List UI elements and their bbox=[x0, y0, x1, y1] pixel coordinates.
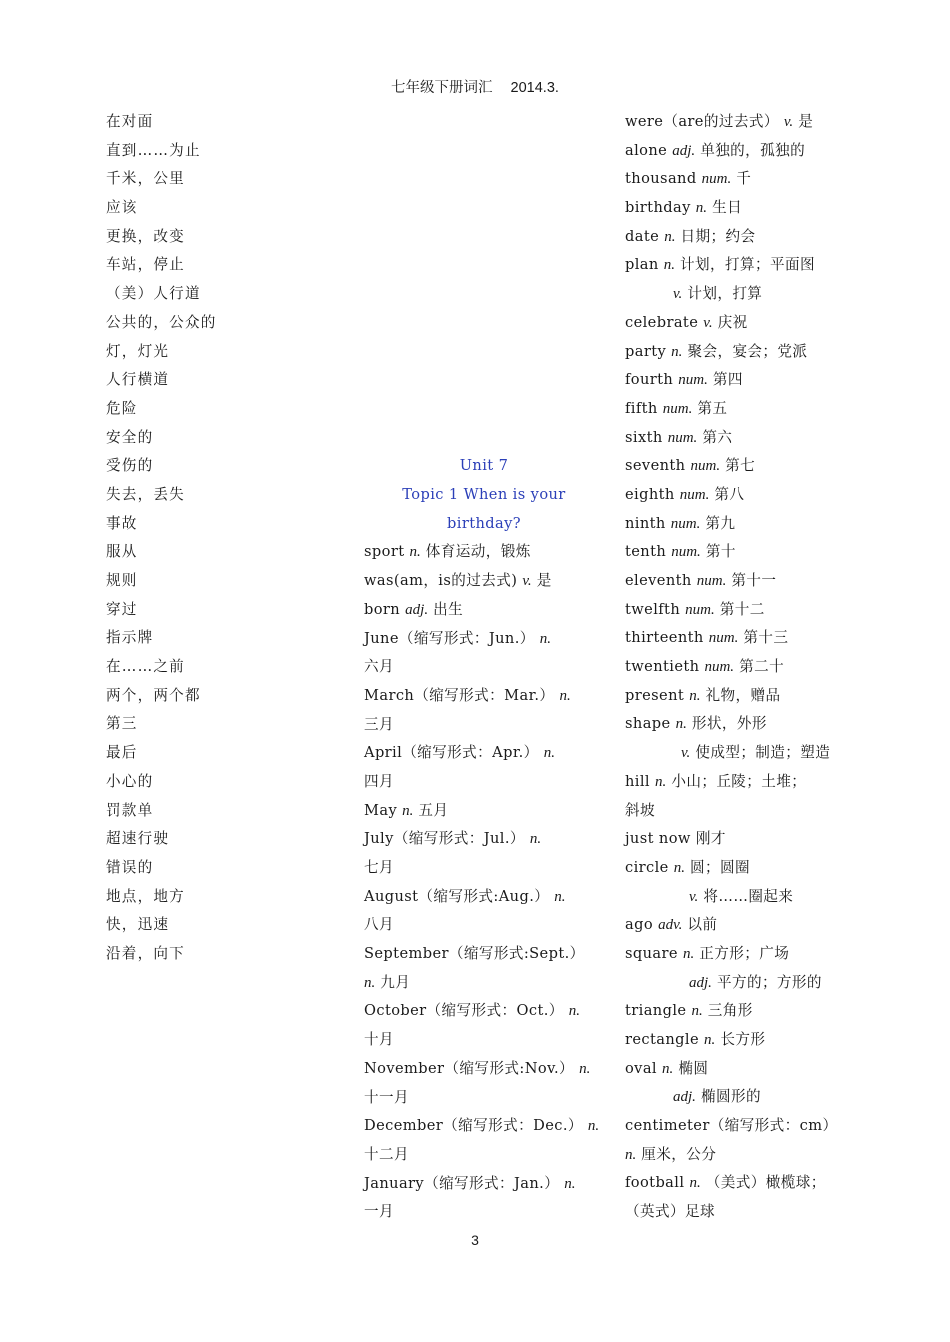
word: seventh bbox=[625, 457, 691, 475]
word: December（缩写形式：Dec.） bbox=[364, 1117, 588, 1135]
vocab-line bbox=[364, 911, 604, 940]
vocab-line bbox=[364, 1026, 604, 1055]
term-line: 快，迅速 bbox=[106, 916, 170, 934]
word: fifth bbox=[625, 399, 663, 417]
word: oval bbox=[625, 1059, 663, 1077]
meaning: 聚会，宴会；党派 bbox=[682, 342, 808, 360]
vocab-line bbox=[364, 653, 604, 682]
vocab-line bbox=[364, 1141, 604, 1170]
meaning: 斜坡 bbox=[625, 801, 655, 819]
part-of-speech: n. bbox=[587, 1118, 600, 1135]
meaning: 以前 bbox=[682, 916, 718, 934]
meaning: 第七 bbox=[720, 457, 756, 475]
term-line: 指示牌 bbox=[106, 629, 154, 647]
word: October（缩写形式：Oct.） bbox=[364, 1002, 569, 1020]
word: fourth bbox=[625, 371, 679, 389]
meaning: 十月 bbox=[364, 1031, 394, 1049]
part-of-speech: num. bbox=[678, 372, 708, 389]
word: alone bbox=[625, 141, 673, 159]
word: eighth bbox=[625, 485, 680, 503]
part-of-speech: adj. bbox=[689, 974, 712, 991]
meaning: 八月 bbox=[364, 916, 394, 934]
vocab-line bbox=[625, 682, 865, 711]
part-of-speech: adj. bbox=[672, 142, 696, 159]
word: party bbox=[625, 342, 672, 360]
vocab-line bbox=[625, 1112, 865, 1141]
meaning: （英式）足球 bbox=[625, 1203, 715, 1221]
word: present bbox=[625, 686, 690, 704]
meaning: 椭圆 bbox=[673, 1059, 709, 1077]
part-of-speech: v. bbox=[673, 286, 683, 303]
meaning: 三月 bbox=[364, 715, 394, 733]
vocab-line bbox=[625, 797, 865, 826]
page-header bbox=[0, 76, 950, 97]
word: sixth bbox=[625, 428, 668, 446]
vocab-line bbox=[625, 481, 865, 510]
meaning: 第十 bbox=[700, 543, 736, 561]
word: were（are的过去式） bbox=[625, 113, 784, 130]
part-of-speech: n. bbox=[568, 1003, 581, 1020]
vocab-line bbox=[625, 567, 865, 596]
column-unit7-vocab bbox=[364, 108, 604, 1227]
word: June（缩写形式：Jun.） bbox=[364, 629, 540, 647]
meaning: 第八 bbox=[709, 485, 745, 503]
term-line: 沿着，向下 bbox=[106, 944, 185, 962]
meaning: 出生 bbox=[428, 600, 464, 618]
vocab-line bbox=[625, 194, 865, 223]
word: April（缩写形式：Apr.） bbox=[364, 744, 544, 762]
meaning: 一月 bbox=[364, 1203, 394, 1221]
term-line: 千米，公里 bbox=[106, 170, 185, 188]
vocab-line bbox=[364, 567, 604, 596]
word: May bbox=[364, 801, 403, 819]
meaning: 第四 bbox=[707, 371, 743, 389]
term-line: 危险 bbox=[106, 399, 138, 417]
part-of-speech: num. bbox=[708, 630, 739, 647]
part-of-speech: n. bbox=[689, 1175, 701, 1192]
part-of-speech: num. bbox=[704, 659, 735, 676]
part-of-speech: num. bbox=[690, 458, 721, 475]
meaning: 十一月 bbox=[364, 1088, 409, 1106]
vocab-line bbox=[625, 395, 865, 424]
word: circle bbox=[625, 858, 674, 876]
part-of-speech: n. bbox=[529, 831, 542, 848]
part-of-speech: num. bbox=[670, 515, 701, 532]
meaning: 圆；圆圈 bbox=[684, 858, 750, 876]
meaning: 单独的，孤独的 bbox=[695, 141, 806, 159]
topic-heading-line1: Topic 1 When is your bbox=[402, 486, 566, 504]
vocab-line bbox=[625, 710, 865, 739]
meaning: 三角形 bbox=[702, 1002, 753, 1020]
part-of-speech: n. bbox=[695, 200, 708, 217]
part-of-speech: adv. bbox=[658, 917, 683, 934]
vocab-line bbox=[625, 1198, 865, 1227]
part-of-speech: v. bbox=[703, 314, 713, 331]
vocab-entry-list bbox=[364, 538, 604, 1227]
vocab-line bbox=[625, 424, 865, 453]
word: eleventh bbox=[625, 572, 697, 589]
word: sport bbox=[364, 543, 410, 561]
word: March（缩写形式：Mar.） bbox=[364, 686, 560, 704]
meaning: 第十二 bbox=[714, 600, 765, 618]
term-line: （美）人行道 bbox=[106, 285, 201, 303]
term-line: 错误的 bbox=[106, 858, 154, 876]
meaning: 四月 bbox=[364, 772, 394, 790]
vocab-line bbox=[625, 653, 865, 682]
meaning: 第九 bbox=[700, 514, 736, 532]
vocab-line bbox=[625, 452, 865, 481]
meaning: 刚才 bbox=[695, 830, 726, 848]
vocab-line bbox=[625, 538, 865, 567]
vocab-line bbox=[364, 969, 604, 998]
meaning: 九月 bbox=[375, 973, 411, 991]
part-of-speech: n. bbox=[364, 974, 376, 991]
meaning: 第十一 bbox=[726, 572, 777, 589]
part-of-speech: num. bbox=[662, 400, 693, 417]
word: born bbox=[364, 600, 406, 618]
part-of-speech: v. bbox=[522, 573, 532, 590]
vocab-line bbox=[364, 883, 604, 912]
part-of-speech: adj. bbox=[673, 1089, 696, 1106]
unit-heading: Unit 7 bbox=[459, 457, 509, 475]
word: thousand bbox=[625, 170, 702, 188]
term-line: 公共的，公众的 bbox=[106, 313, 217, 331]
word: triangle bbox=[625, 1002, 692, 1020]
term-line: 超速行驶 bbox=[106, 830, 170, 848]
vocab-line bbox=[364, 739, 604, 768]
word: July（缩写形式：Jul.） bbox=[364, 830, 530, 848]
part-of-speech: n. bbox=[539, 630, 552, 647]
part-of-speech: n. bbox=[402, 802, 414, 819]
word: celebrate bbox=[625, 313, 704, 331]
word: date bbox=[625, 227, 665, 245]
vocab-line bbox=[625, 223, 865, 252]
meaning: 将……圈起来 bbox=[698, 887, 794, 905]
term-line: 在对面 bbox=[106, 113, 154, 130]
word: just now bbox=[625, 830, 696, 848]
vocab-line bbox=[625, 1083, 865, 1112]
part-of-speech: n. bbox=[655, 773, 667, 790]
meaning: 七月 bbox=[364, 859, 394, 877]
vocab-line bbox=[364, 1170, 604, 1199]
part-of-speech: n. bbox=[675, 716, 687, 733]
term-line: 灯，灯光 bbox=[106, 342, 170, 360]
vocab-line bbox=[364, 538, 604, 567]
meaning: 是 bbox=[531, 572, 552, 590]
meaning: 使成型；制造；塑造 bbox=[690, 744, 831, 762]
vocab-line bbox=[364, 625, 604, 654]
vocab-line bbox=[625, 1026, 865, 1055]
page-number: 3 bbox=[471, 1232, 479, 1248]
term-line: 直到……为止 bbox=[106, 141, 201, 159]
term-line: 规则 bbox=[106, 572, 138, 589]
meaning: 体育运动，锻炼 bbox=[420, 543, 531, 561]
word: rectangle bbox=[625, 1031, 705, 1048]
vocab-line bbox=[625, 768, 865, 797]
part-of-speech: v. bbox=[689, 888, 699, 905]
part-of-speech: num. bbox=[701, 171, 732, 188]
part-of-speech: n. bbox=[663, 257, 675, 274]
part-of-speech: n. bbox=[671, 343, 683, 360]
meaning: 是 bbox=[793, 113, 814, 130]
meaning: （美式）橄榄球； bbox=[700, 1174, 826, 1192]
word: twelfth bbox=[625, 600, 686, 618]
vocab-line bbox=[364, 768, 604, 797]
meaning: 十二月 bbox=[364, 1145, 409, 1163]
vocab-line bbox=[625, 338, 865, 367]
meaning: 第五 bbox=[692, 399, 728, 417]
part-of-speech: n. bbox=[682, 945, 695, 962]
column-top-blank bbox=[364, 108, 604, 452]
meaning: 庆祝 bbox=[712, 313, 748, 331]
vocab-line bbox=[364, 1198, 604, 1227]
term-line: 两个，两个都 bbox=[106, 686, 201, 704]
vocab-line bbox=[625, 137, 865, 166]
meaning: 小山；丘陵；土堆； bbox=[666, 772, 807, 790]
vocab-line bbox=[625, 825, 865, 854]
meaning: 长方形 bbox=[715, 1031, 766, 1048]
word: September（缩写形式:Sept.） bbox=[364, 945, 585, 963]
part-of-speech: n. bbox=[691, 1003, 703, 1020]
word: hill bbox=[625, 772, 656, 790]
vocab-line bbox=[625, 596, 865, 625]
vocab-line bbox=[625, 1055, 865, 1084]
vocab-line bbox=[625, 366, 865, 395]
vocab-line bbox=[364, 1084, 604, 1113]
meaning: 椭圆形的 bbox=[695, 1088, 761, 1106]
term-line: 地点，地方 bbox=[106, 887, 185, 905]
word: ago bbox=[625, 916, 659, 934]
part-of-speech: n. bbox=[704, 1032, 716, 1048]
part-of-speech: num. bbox=[679, 486, 710, 503]
part-of-speech: num. bbox=[696, 573, 727, 589]
column-vocab-continued bbox=[625, 108, 865, 1227]
part-of-speech: v. bbox=[681, 745, 691, 762]
part-of-speech: n. bbox=[554, 888, 566, 905]
word: tenth bbox=[625, 543, 672, 561]
part-of-speech: num. bbox=[667, 429, 698, 446]
vocab-line bbox=[625, 911, 865, 940]
part-of-speech: n. bbox=[579, 1060, 591, 1077]
meaning: 礼物，赠品 bbox=[700, 686, 781, 704]
part-of-speech: n. bbox=[409, 544, 421, 561]
part-of-speech: num. bbox=[671, 544, 701, 561]
meaning: 五月 bbox=[413, 801, 449, 819]
vocab-line bbox=[625, 108, 865, 137]
term-line: 最后 bbox=[106, 744, 138, 762]
part-of-speech: num. bbox=[685, 601, 715, 618]
vocab-line bbox=[625, 165, 865, 194]
vocab-line bbox=[625, 883, 865, 912]
vocab-line bbox=[625, 1141, 865, 1170]
vocab-line bbox=[364, 997, 604, 1026]
word: August（缩写形式:Aug.） bbox=[364, 887, 555, 905]
part-of-speech: v. bbox=[783, 114, 794, 130]
vocab-line bbox=[364, 682, 604, 711]
term-line: 服从 bbox=[106, 543, 138, 561]
vocab-line bbox=[625, 1169, 865, 1198]
vocab-line bbox=[625, 510, 865, 539]
vocab-line bbox=[625, 739, 865, 768]
word: plan bbox=[625, 256, 664, 274]
meaning: 平方的；方形的 bbox=[711, 973, 822, 991]
vocab-line bbox=[625, 280, 865, 309]
column-chinese-terms bbox=[106, 108, 346, 969]
meaning: 形状，外形 bbox=[686, 715, 767, 733]
vocab-line bbox=[364, 797, 604, 826]
term-line: 在……之前 bbox=[106, 658, 185, 676]
vocab-line bbox=[364, 825, 604, 854]
part-of-speech: n. bbox=[543, 745, 555, 762]
part-of-speech: n. bbox=[689, 687, 701, 704]
word: centimeter（缩写形式：cm） bbox=[625, 1117, 838, 1135]
meaning: 六月 bbox=[364, 658, 394, 676]
vocab-line bbox=[364, 596, 604, 625]
vocab-line bbox=[364, 854, 604, 883]
term-line: 失去，丢失 bbox=[106, 485, 185, 503]
part-of-speech: n. bbox=[664, 228, 676, 245]
term-line: 受伤的 bbox=[106, 457, 154, 475]
term-line: 事故 bbox=[106, 514, 138, 532]
meaning: 第二十 bbox=[734, 658, 785, 676]
page-date: 2014.3. bbox=[510, 80, 559, 96]
meaning: 正方形；广场 bbox=[694, 944, 790, 962]
part-of-speech: n. bbox=[673, 859, 685, 876]
meaning: 厘米，公分 bbox=[636, 1145, 717, 1163]
word: was(am，is的过去式) bbox=[364, 572, 523, 590]
word: football bbox=[625, 1174, 690, 1192]
term-line: 应该 bbox=[106, 199, 138, 217]
word: November（缩写形式:Nov.） bbox=[364, 1059, 580, 1077]
term-line: 穿过 bbox=[106, 600, 138, 618]
vocab-line bbox=[625, 997, 865, 1026]
vocab-line bbox=[364, 711, 604, 740]
word: birthday bbox=[625, 199, 696, 217]
term-line: 小心的 bbox=[106, 772, 154, 790]
meaning: 日期；约会 bbox=[675, 227, 756, 245]
meaning: 生日 bbox=[707, 199, 743, 217]
term-line: 人行横道 bbox=[106, 371, 170, 389]
page-title: 七年级下册词汇 bbox=[391, 80, 493, 96]
meaning: 计划，打算 bbox=[682, 285, 763, 303]
part-of-speech: n. bbox=[662, 1060, 674, 1077]
meaning: 千 bbox=[731, 170, 752, 188]
part-of-speech: n. bbox=[564, 1175, 576, 1192]
vocab-line bbox=[625, 624, 865, 653]
word: twentieth bbox=[625, 658, 705, 676]
vocab-line bbox=[625, 940, 865, 969]
word: ninth bbox=[625, 514, 671, 532]
meaning: 第十三 bbox=[738, 629, 789, 647]
vocab-line bbox=[625, 309, 865, 338]
part-of-speech: n. bbox=[625, 1146, 637, 1163]
meaning: 计划，打算；平面图 bbox=[675, 256, 815, 274]
term-line: 第三 bbox=[106, 715, 138, 733]
vocab-line bbox=[625, 854, 865, 883]
part-of-speech: n. bbox=[559, 687, 571, 704]
vocab-line bbox=[364, 1055, 604, 1084]
term-line: 更换，改变 bbox=[106, 227, 185, 245]
word: thirteenth bbox=[625, 629, 709, 647]
word: shape bbox=[625, 715, 676, 733]
part-of-speech: adj. bbox=[405, 601, 429, 618]
word: January（缩写形式：Jan.） bbox=[364, 1174, 565, 1192]
vocab-line bbox=[625, 251, 865, 280]
topic-heading-line2: birthday? bbox=[447, 514, 521, 532]
term-line: 安全的 bbox=[106, 428, 154, 446]
word: square bbox=[625, 944, 683, 962]
term-line: 车站，停止 bbox=[106, 256, 185, 274]
meaning: 第六 bbox=[697, 428, 733, 446]
vocab-line bbox=[364, 940, 604, 969]
vocab-line bbox=[364, 1112, 604, 1141]
vocab-line bbox=[625, 969, 865, 998]
term-line: 罚款单 bbox=[106, 801, 154, 819]
